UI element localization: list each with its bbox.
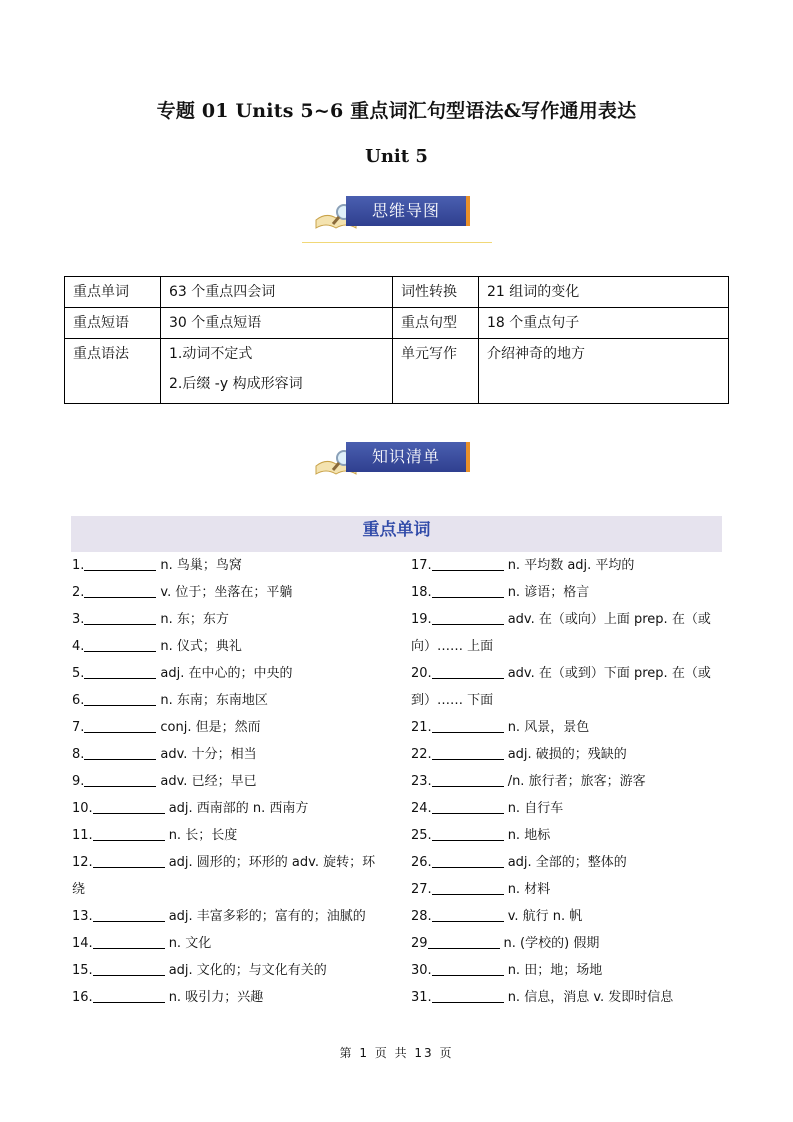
list-item [72,822,388,849]
item-definition: adj. 西南部的 n. 西南方 [168,801,309,816]
item-definition: adj. 丰富多彩的；富有的；油腻的 [168,909,366,924]
list-item [72,606,388,633]
answer-blank[interactable] [432,988,504,1003]
item-definition: conj. 但是；然而 [160,720,261,735]
list-item [72,930,388,957]
item-definition: n. 长；长度 [168,828,238,843]
left-word-list [72,552,388,1011]
knowledge-list-label: 知识清单 [346,442,470,472]
item-definition: adj. 圆形的；环形的 adv. 旋转；环 [168,855,376,870]
grammar-line-1: 1.动词不定式 [169,346,253,362]
item-definition: adj. 文化的；与文化有关的 [168,963,327,978]
list-item [72,633,388,660]
answer-blank[interactable] [432,664,504,679]
answer-blank[interactable] [84,664,156,679]
item-definition: n. 材料 [507,882,551,897]
item-definition: n. 谚语；格言 [507,585,590,600]
item-definition: /n. 旅行者；旅客；游客 [507,774,646,789]
overview-label: 词性转换 [393,277,479,308]
item-continuation: 向）…… 上面 [411,639,494,654]
list-item [72,903,388,930]
grammar-line-2: 2.后缀 -y 构成形容词 [169,376,303,392]
item-definition: n. 平均数 adj. 平均的 [507,558,635,573]
answer-blank[interactable] [84,691,156,706]
answer-blank[interactable] [84,718,156,733]
item-definition: n. 仪式；典礼 [160,639,242,654]
item-definition: adv. 十分；相当 [160,747,257,762]
answer-blank[interactable] [84,745,156,760]
table-row [65,308,729,339]
item-definition: n. 文化 [168,936,212,951]
list-item [72,552,388,579]
list-item [411,795,723,822]
answer-blank[interactable] [432,880,504,895]
item-number: 7. [72,720,85,735]
item-number: 22. [411,747,432,762]
answer-blank[interactable] [432,610,504,625]
item-definition: n. 田；地；场地 [507,963,603,978]
item-definition: adv. 在（或到）下面 prep. 在（或 [507,666,711,681]
list-item [72,768,388,795]
answer-blank[interactable] [84,583,156,598]
item-number: 3. [72,612,85,627]
list-item [72,714,388,741]
item-definition: adj. 全部的；整体的 [507,855,627,870]
list-item [72,984,388,1011]
item-number: 18. [411,585,432,600]
item-definition: n. 自行车 [507,801,564,816]
item-definition: v. 航行 n. 帆 [507,909,583,924]
item-number: 8. [72,747,85,762]
item-number: 21. [411,720,432,735]
item-number: 4. [72,639,85,654]
overview-value: 30 个重点短语 [161,308,393,339]
mind-map-badge [314,190,474,236]
mind-map-label: 思维导图 [346,196,470,226]
item-number: 11. [72,828,93,843]
answer-blank[interactable] [93,907,165,922]
item-number: 1. [72,558,85,573]
item-number: 31. [411,990,432,1005]
answer-blank[interactable] [93,799,165,814]
item-number: 26. [411,855,432,870]
item-continuation: 绕 [72,882,86,897]
item-number: 2. [72,585,85,600]
list-item [411,714,723,741]
overview-label: 重点单词 [65,277,161,308]
item-definition: adj. 在中心的；中央的 [160,666,293,681]
answer-blank[interactable] [432,772,504,787]
list-item [411,957,723,984]
answer-blank[interactable] [84,772,156,787]
item-definition: adv. 在（或向）上面 prep. 在（或 [507,612,711,627]
overview-label: 重点语法 [65,339,161,404]
item-definition: n. (学校的) 假期 [503,936,600,951]
item-number: 20. [411,666,432,681]
answer-blank[interactable] [93,934,165,949]
item-number: 13. [72,909,93,924]
list-item [72,579,388,606]
answer-blank[interactable] [84,637,156,652]
item-definition: n. 风景，景色 [507,720,590,735]
item-definition: n. 东南；东南地区 [160,693,268,708]
list-item [411,903,723,930]
item-number: 19. [411,612,432,627]
item-definition: n. 东；东方 [160,612,229,627]
item-definition: adj. 破损的；残缺的 [507,747,627,762]
answer-blank[interactable] [93,826,165,841]
answer-blank[interactable] [432,556,504,571]
overview-label: 重点句型 [393,308,479,339]
list-item [411,579,723,606]
list-item [411,741,723,768]
list-item [72,795,388,822]
answer-blank[interactable] [84,556,156,571]
item-definition: adv. 已经；早已 [160,774,257,789]
answer-blank[interactable] [428,934,500,949]
list-item [411,660,723,687]
answer-blank[interactable] [432,745,504,760]
divider [302,242,492,243]
item-number: 17. [411,558,432,573]
answer-blank[interactable] [432,826,504,841]
list-item [72,849,388,876]
item-number: 10. [72,801,93,816]
item-number: 25. [411,828,432,843]
list-item [411,849,723,876]
answer-blank[interactable] [432,853,504,868]
item-definition: v. 位于；坐落在；平躺 [160,585,293,600]
answer-blank[interactable] [432,907,504,922]
answer-blank[interactable] [432,799,504,814]
overview-value: 63 个重点四会词 [161,277,393,308]
item-continuation: 到）…… 下面 [411,693,494,708]
item-number: 28. [411,909,432,924]
item-number: 23. [411,774,432,789]
table-row [65,339,729,404]
item-number: 30. [411,963,432,978]
item-number: 16. [72,990,93,1005]
item-number: 24. [411,801,432,816]
list-item [72,741,388,768]
item-definition: n. 鸟巢；鸟窝 [160,558,242,573]
list-item [411,606,723,633]
overview-label: 单元写作 [393,339,479,404]
item-number: 5. [72,666,85,681]
item-number: 27. [411,882,432,897]
item-definition: n. 地标 [507,828,551,843]
list-item [72,687,388,714]
item-definition: n. 信息，消息 v. 发即时信息 [507,990,674,1005]
overview-label: 重点短语 [65,308,161,339]
right-word-list [411,552,723,1011]
overview-value: 18 个重点句子 [479,308,729,339]
knowledge-list-badge [314,436,474,482]
list-item [411,822,723,849]
item-number: 14. [72,936,93,951]
list-item [72,660,388,687]
overview-value: 21 组词的变化 [479,277,729,308]
list-item [411,552,723,579]
table-row [65,277,729,308]
answer-blank[interactable] [432,583,504,598]
list-item [411,768,723,795]
overview-value: 介绍神奇的地方 [479,339,729,404]
overview-value [161,339,393,404]
answer-blank[interactable] [84,610,156,625]
item-number: 12. [72,855,93,870]
item-definition: n. 吸引力；兴趣 [168,990,264,1005]
list-item [411,984,723,1011]
item-number: 15. [72,963,93,978]
answer-blank[interactable] [93,853,165,868]
answer-blank[interactable] [432,718,504,733]
unit-title: Unit 5 [365,146,428,167]
item-number: 29 [411,936,428,951]
overview-table [64,276,729,404]
answer-blank[interactable] [93,961,165,976]
key-words-header: 重点单词 [71,516,722,552]
item-number: 6. [72,693,85,708]
document-title: 专题 01 Units 5~6 重点词汇句型语法&写作通用表达 [156,100,637,122]
item-number: 9. [72,774,85,789]
list-item [411,876,723,903]
page-footer: 第 1 页 共 13 页 [339,1046,454,1060]
answer-blank[interactable] [93,988,165,1003]
answer-blank[interactable] [432,961,504,976]
list-item [411,930,723,957]
list-item [72,957,388,984]
